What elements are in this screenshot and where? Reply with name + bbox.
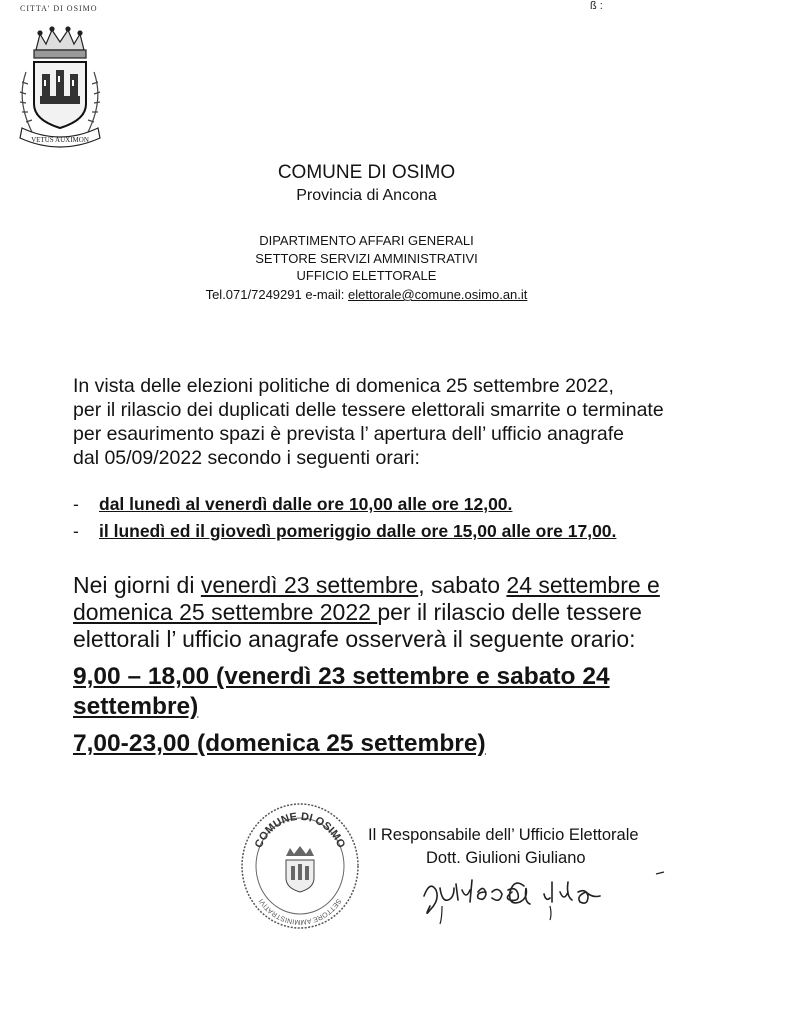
hours-line: settembre) — [73, 693, 199, 720]
intro-line: per esaurimento spazi è prevista l’ apertura dell’ ufficio anagrafe — [73, 423, 624, 445]
unit-name: UFFICIO ELETTORALE — [296, 268, 437, 283]
hours-line: 9,00 – 18,00 (venerdì 23 settembre e sabato 24 — [73, 663, 610, 690]
schedule-text: dal lunedì al venerdì dalle ore 10,00 alle ore 12,00. — [99, 494, 513, 514]
schedule-item: - il lunedì ed il giovedì pomeriggio dalle ore 15,00 alle ore 17,00. — [73, 521, 617, 541]
special-line-2: domenica 25 settembre 2022 per il rilascio delle tessere — [73, 599, 642, 625]
signatory-role: Il Responsabile dell’ Ufficio Elettorale — [368, 826, 639, 844]
stamp-text: COMUNE DI OSIMO — [252, 810, 348, 850]
intro-line: In vista delle elezioni politiche di domenica 25 settembre 2022, — [73, 375, 614, 397]
special-line-1: Nei giorni di venerdì 23 settembre, sabato 24 settembre e — [73, 572, 660, 598]
special-line-3: elettorali l’ ufficio anagrafe osserverà il seguente orario: — [73, 626, 636, 652]
intro-line: per il rilascio dei duplicati delle tessere elettorali smarrite o terminate — [73, 399, 664, 421]
hours-line: 7,00-23,00 (domenica 25 settembre) — [73, 730, 486, 757]
phone-number: Tel.071/7249291 — [205, 287, 302, 302]
intro-paragraph — [73, 374, 664, 470]
signatory-name: Dott. Giulioni Giuliano — [426, 849, 586, 867]
sector-name: SETTORE SERVIZI AMMINISTRATIVI — [255, 251, 478, 266]
city-crest-logo — [8, 20, 112, 160]
schedule-item: - dal lunedì al venerdì dalle ore 10,00 alle ore 12,00. — [73, 494, 513, 514]
intro-line: dal 05/09/2022 secondo i seguenti orari: — [73, 447, 420, 469]
city-header-text: CITTA' DI OSIMO — [20, 4, 98, 13]
contact-line — [0, 287, 733, 302]
email-label: e-mail: — [305, 287, 345, 302]
corner-mark: ß : — [590, 0, 603, 12]
schedule-text: il lunedì ed il giovedì pomeriggio dalle ore 15,00 alle ore 17,00. — [99, 521, 617, 541]
email-link[interactable]: elettorale@comune.osimo.an.it — [348, 287, 528, 302]
crest-motto: VETUS AUXIMON — [31, 136, 89, 144]
municipality-name: COMUNE DI OSIMO — [277, 162, 456, 183]
stamp-subtext: SETTORE AMMINISTRATIVI — [257, 897, 343, 926]
special-days-paragraph — [73, 572, 660, 653]
handwritten-signature — [420, 866, 670, 926]
province-name: Provincia di Ancona — [296, 187, 437, 204]
department-name: DIPARTIMENTO AFFARI GENERALI — [259, 233, 474, 248]
official-stamp — [236, 796, 364, 934]
